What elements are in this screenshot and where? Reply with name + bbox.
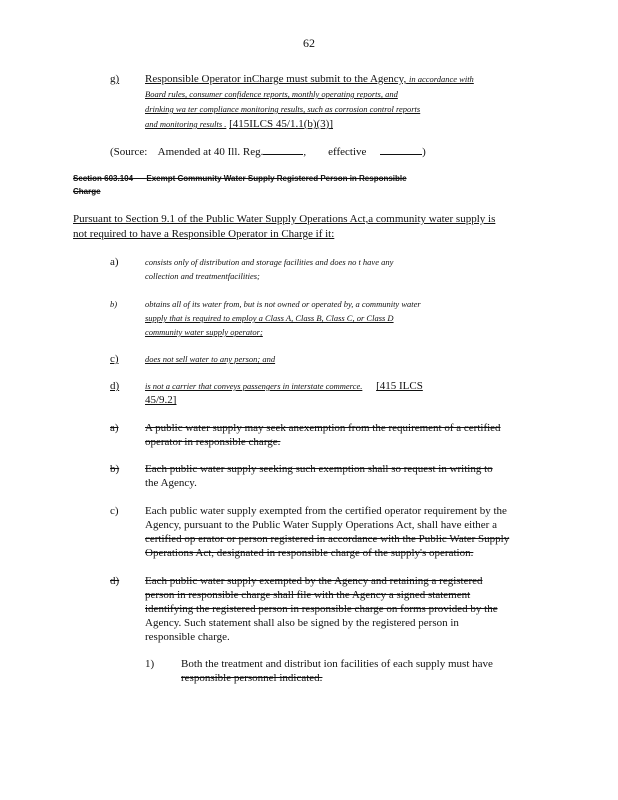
item-b-line3: community water supply operator; [145,327,263,337]
item-d-line1 [145,379,423,394]
section-title-line2: Charge [73,187,101,196]
source-prefix: (Source: [110,146,148,158]
intro-line2: not required to have a Responsible Operator in Charge if it: [73,228,335,240]
para-a-line1: A public water supply may seek anexemption from the requirement of a certified [145,422,501,434]
para-d-line3: identifying the registered person in responsible charge on forms provided by the [145,603,498,615]
register-blank [263,143,303,155]
item-c-label: c) [110,353,119,365]
para-d-line4: Agency. Such statement shall also be signed by the registered person in [145,617,459,629]
source-close: ) [422,146,426,158]
sub-item-1-line2: responsible personnel indicated. [181,672,323,684]
sub-item-1-line1: Both the treatment and distribut ion facilities of each supply must have [181,658,493,670]
item-g-line1-text: Responsible Operator inCharge must submit to the Agency, [145,73,407,85]
item-d-line1-text: is not a carrier that conveys passengers in interstate commerce. [145,381,363,391]
item-a-line2: collection and treatmentfacilities; [145,271,260,281]
section-title: Exempt Community Water Supply Registered Person in Responsible [146,174,407,183]
source-note: (Source: Amended at 40 Ill. Reg. , effective ) [110,143,426,160]
para-c-line1: Each public water supply exempted from the certified operator requirement by the [145,505,507,517]
para-d-line5: responsible charge. [145,631,230,643]
section-heading [73,174,407,183]
item-b-line2: supply that is required to employ a Class A, Class B, Class C, or Class D [145,313,394,323]
item-d-line2: 45/9.2] [145,394,177,406]
item-b-label: b) [110,299,118,309]
para-d-label: d) [110,575,120,587]
item-g-line3: drinking wa ter compliance monitoring results, such as corrosion control reports [145,104,421,114]
source-effective: effective [328,146,367,158]
section-number: Section 603.104 [73,174,134,183]
para-a-line2: operator in responsible charge. [145,436,281,448]
item-g-line4 [145,117,333,132]
para-a-label: a) [110,422,119,434]
item-g-line1 [145,72,474,87]
para-d-line2: person in responsible charge shall file with the Agency a signed statement [145,589,471,601]
item-b-line1: obtains all of its water from, but is not owned or operated by, a community water [145,299,421,309]
effective-date-blank [380,143,422,155]
page-number: 62 [303,36,315,50]
sub-item-1-label: 1) [145,658,155,670]
item-c-line1: does not sell water to any person; and [145,354,276,364]
para-c-line3: certified op erator or person registered in accordance with the Public Water Supply [145,533,510,545]
para-c-label: c) [110,505,119,517]
item-g-citation: [415ILCS 45/1.1(b)(3)] [229,118,334,130]
para-b-label: b) [110,463,120,475]
item-g-line4-italic: and monitoring results . [145,119,227,129]
item-d-label: d) [110,380,120,392]
item-g-line2: Board rules, consumer confidence reports, monthly operating reports, and [145,89,398,99]
item-g-line1-italic: in accordance with [408,74,474,84]
item-a-label: a) [110,256,119,268]
para-b-line1: Each public water supply seeking such exemption shall so request in writing to [145,463,493,475]
source-amended: Amended at 40 Ill. Reg. [157,146,264,158]
para-c-line2: Agency, pursuant to the Public Water Supply Operations Act, shall have either a [145,519,497,531]
item-d-citation: [415 ILCS [376,380,423,392]
para-c-line4: Operations Act, designated in responsible charge of the supply's operation. [145,547,474,559]
item-a-line1: consists only of distribution and storage facilities and does no t have any [145,257,394,267]
item-g-label: g) [110,73,120,85]
para-d-line1: Each public water supply exempted by the Agency and retaining a registered [145,575,483,587]
para-b-line2: the Agency. [145,477,197,489]
intro-line1: Pursuant to Section 9.1 of the Public Water Supply Operations Act,a community water supply is [73,213,496,225]
